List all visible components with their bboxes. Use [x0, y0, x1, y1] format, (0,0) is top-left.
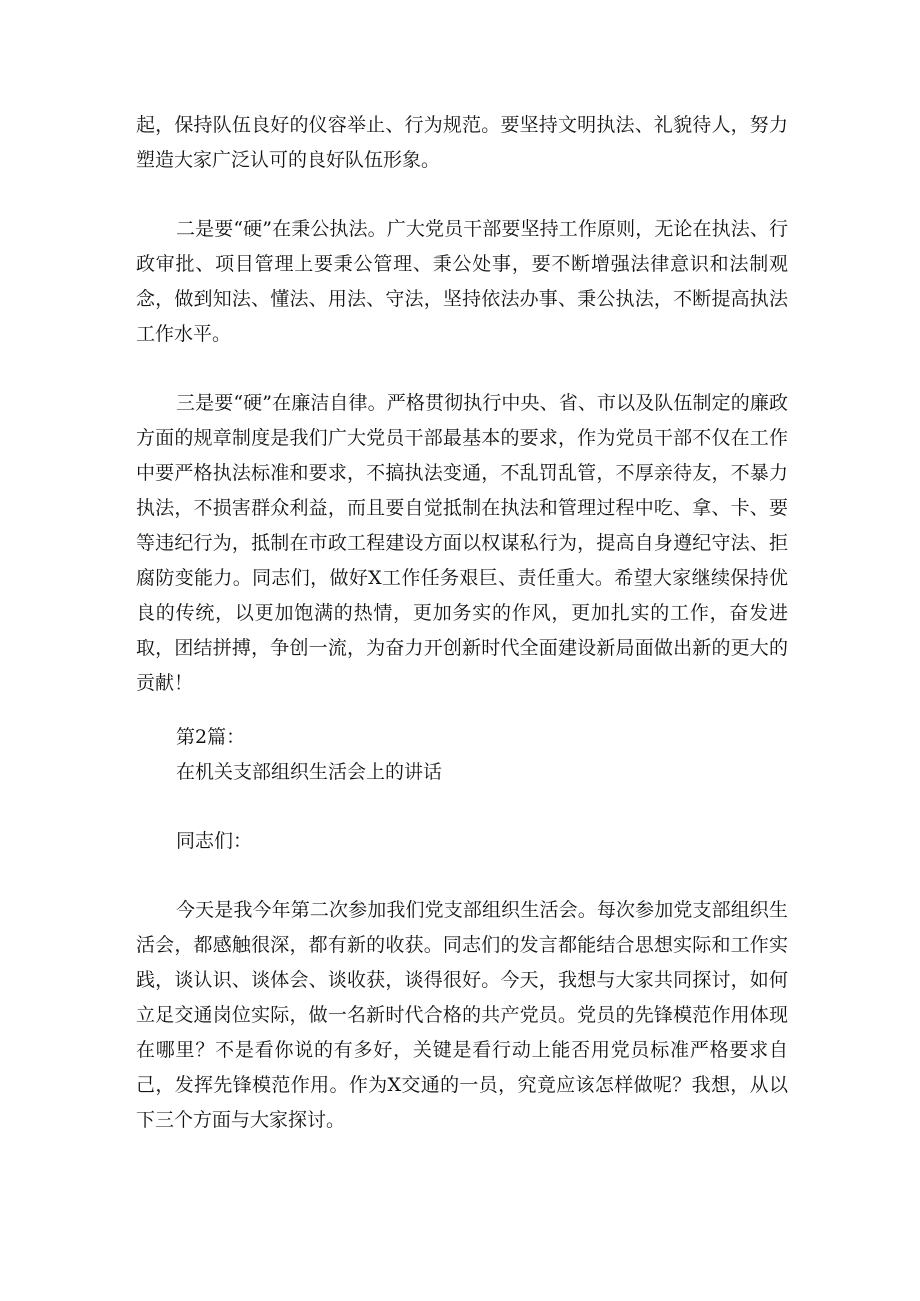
paragraph-impartial-law-enforcement: 二是要“硬”在秉公执法。广大党员干部要坚持工作原则，无论在执法、行政审批、项目管理上要秉公管理、秉公处事，要不断增强法律意识和法制观念，做到知法、懂法、用法、守法，坚持依法办事、秉公执法，不断提高执法工作水平。 [136, 218, 788, 345]
paragraph-speech-opening: 今天是我今年第二次参加我们党支部组织生活会。每次参加党支部组织生活会，都感触很深，都有新的收获。同志们的发言都能结合思想实际和工作实践，谈认识、谈体会、谈收获，谈得很好。今天，我想与大家共同探讨，如何立足交通岗位实际，做一名新时代合格的共产党员。党员的先锋模范作用体现在哪里？不是看你说的有多好，关键是看行动上能否用党员标准严格要求自己，发挥先锋模范作用。作为X交通的一员，究竟应该怎样做呢？我想，从以下三个方面与大家探讨。 [136, 899, 788, 1131]
section-label: 第2篇： [176, 726, 246, 748]
paragraph-integrity-self-discipline: 三是要“硬”在廉洁自律。严格贯彻执行中央、省、市以及队伍制定的廉政方面的规章制度是我们广大党员干部最基本的要求，作为党员干部不仅在工作中要严格执法标准和要求，不搞执法变通，不乱罚乱管，不厚亲待友，不暴力执法，不损害群众利益，而且要自觉抵制在执法和管理过程中吃、拿、卡、要等违纪行为，抵制在市政工程建设方面以权谋私行为，提高自身遵纪守法、拒腐防变能力。同志们，做好X工作任务艰巨、责任重大。希望大家继续保持优良的传统，以更加饱满的热情，更加务实的作风，更加扎实的工作，奋发进取，团结拼搏，争创一流，为奋力开创新时代全面建设新局面做出新的更大的贡献！ [136, 392, 788, 694]
salutation: 同志们： [176, 830, 253, 852]
paragraph-continuation: 起，保持队伍良好的仪容举止、行为规范。要坚持文明执法、礼貌待人，努力塑造大家广泛认可的良好队伍形象。 [136, 114, 788, 171]
section-title: 在机关支部组织生活会上的讲话 [176, 761, 443, 783]
